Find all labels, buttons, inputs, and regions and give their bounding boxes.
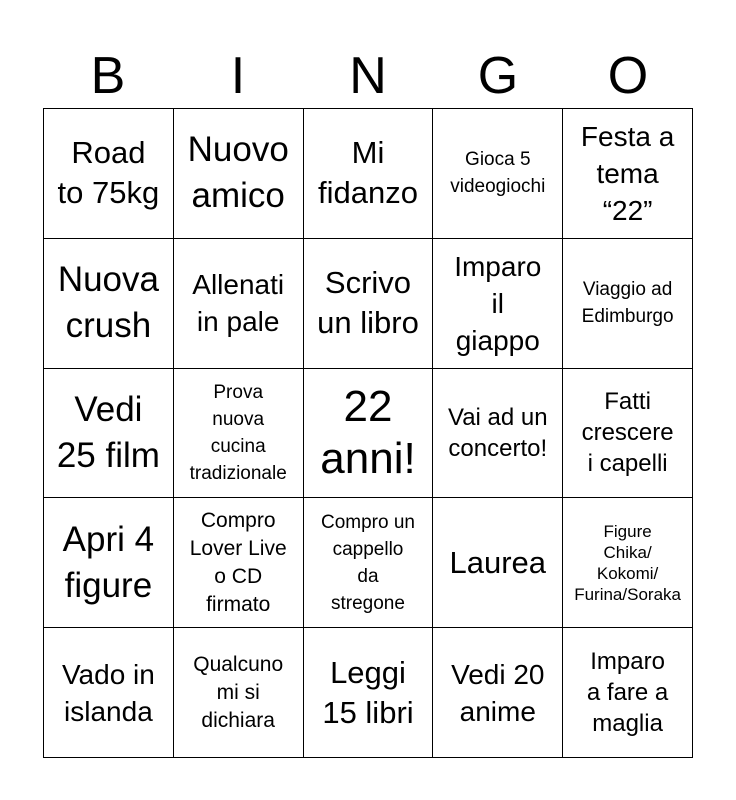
cell-text: Apri 4 figure xyxy=(62,519,155,605)
bingo-cell[interactable] xyxy=(44,369,174,499)
cell-text: Laurea xyxy=(449,544,547,580)
bingo-cell[interactable] xyxy=(433,498,563,628)
bingo-cell[interactable] xyxy=(563,369,693,499)
cell-text: Nuova crush xyxy=(57,260,159,346)
cell-text: Festa a tema “22” xyxy=(580,120,675,226)
bingo-cell[interactable] xyxy=(304,498,434,628)
bingo-cell free-space[interactable] xyxy=(304,369,434,499)
cell-text: Mi fidanzo xyxy=(318,135,418,211)
bingo-cell[interactable] xyxy=(563,498,693,628)
cell-text: 22 anni! xyxy=(320,381,416,483)
cell-text: Compro Lover Live o CD firmato xyxy=(189,508,287,616)
cell-text: Compro un cappello da stregone xyxy=(320,511,415,614)
bingo-cell[interactable] xyxy=(44,109,174,239)
bingo-cell[interactable] xyxy=(563,109,693,239)
bingo-cell[interactable] xyxy=(304,109,434,239)
cell-text: Figure Chika/ Kokomi/ Furina/Soraka xyxy=(574,521,681,604)
cell-text: Vai ad un concerto! xyxy=(447,403,548,462)
cell-text: Gioca 5 videogiochi xyxy=(450,149,546,198)
cell-text: Vado in islanda xyxy=(61,658,155,727)
cell-text: Fatti crescere i capelli xyxy=(581,388,674,478)
bingo-cell[interactable] xyxy=(174,628,304,758)
cell-text: Imparo il giappo xyxy=(454,250,542,356)
cell-text: Allenati in pale xyxy=(192,269,285,338)
bingo-cell[interactable] xyxy=(174,369,304,499)
bingo-cell[interactable] xyxy=(563,239,693,369)
cell-text: Vedi 25 film xyxy=(56,389,160,475)
cell-text: Road to 75kg xyxy=(57,135,160,211)
bingo-cell[interactable] xyxy=(433,239,563,369)
bingo-cell[interactable] xyxy=(563,628,693,758)
cell-text: Leggi 15 libri xyxy=(322,654,414,730)
bingo-cell[interactable] xyxy=(304,628,434,758)
bingo-header xyxy=(43,44,693,108)
bingo-cell[interactable] xyxy=(44,498,174,628)
bingo-board xyxy=(43,108,693,758)
cell-text: Nuovo amico xyxy=(187,130,289,216)
header-letter-n: N xyxy=(349,47,387,105)
cell-text: Prova nuova cucina tradizionale xyxy=(189,381,287,484)
bingo-cell[interactable] xyxy=(174,239,304,369)
bingo-cell[interactable] xyxy=(304,239,434,369)
bingo-cell[interactable] xyxy=(433,369,563,499)
bingo-cell[interactable] xyxy=(433,628,563,758)
cell-text: Vedi 20 anime xyxy=(451,658,545,727)
bingo-cell[interactable] xyxy=(44,239,174,369)
cell-text: Imparo a fare a maglia xyxy=(586,648,669,738)
bingo-cell[interactable] xyxy=(44,628,174,758)
header-letter-i: I xyxy=(230,47,246,105)
cell-text: Scrivo un libro xyxy=(317,265,419,341)
cell-text: Qualcuno mi si dichiara xyxy=(193,652,284,732)
bingo-cell[interactable] xyxy=(174,498,304,628)
bingo-cell[interactable] xyxy=(433,109,563,239)
header-letter-o: O xyxy=(607,47,649,105)
header-letter-g: G xyxy=(477,47,519,105)
bingo-cell[interactable] xyxy=(174,109,304,239)
cell-text: Viaggio ad Edimburgo xyxy=(581,279,674,328)
header-letter-b: B xyxy=(90,47,126,105)
